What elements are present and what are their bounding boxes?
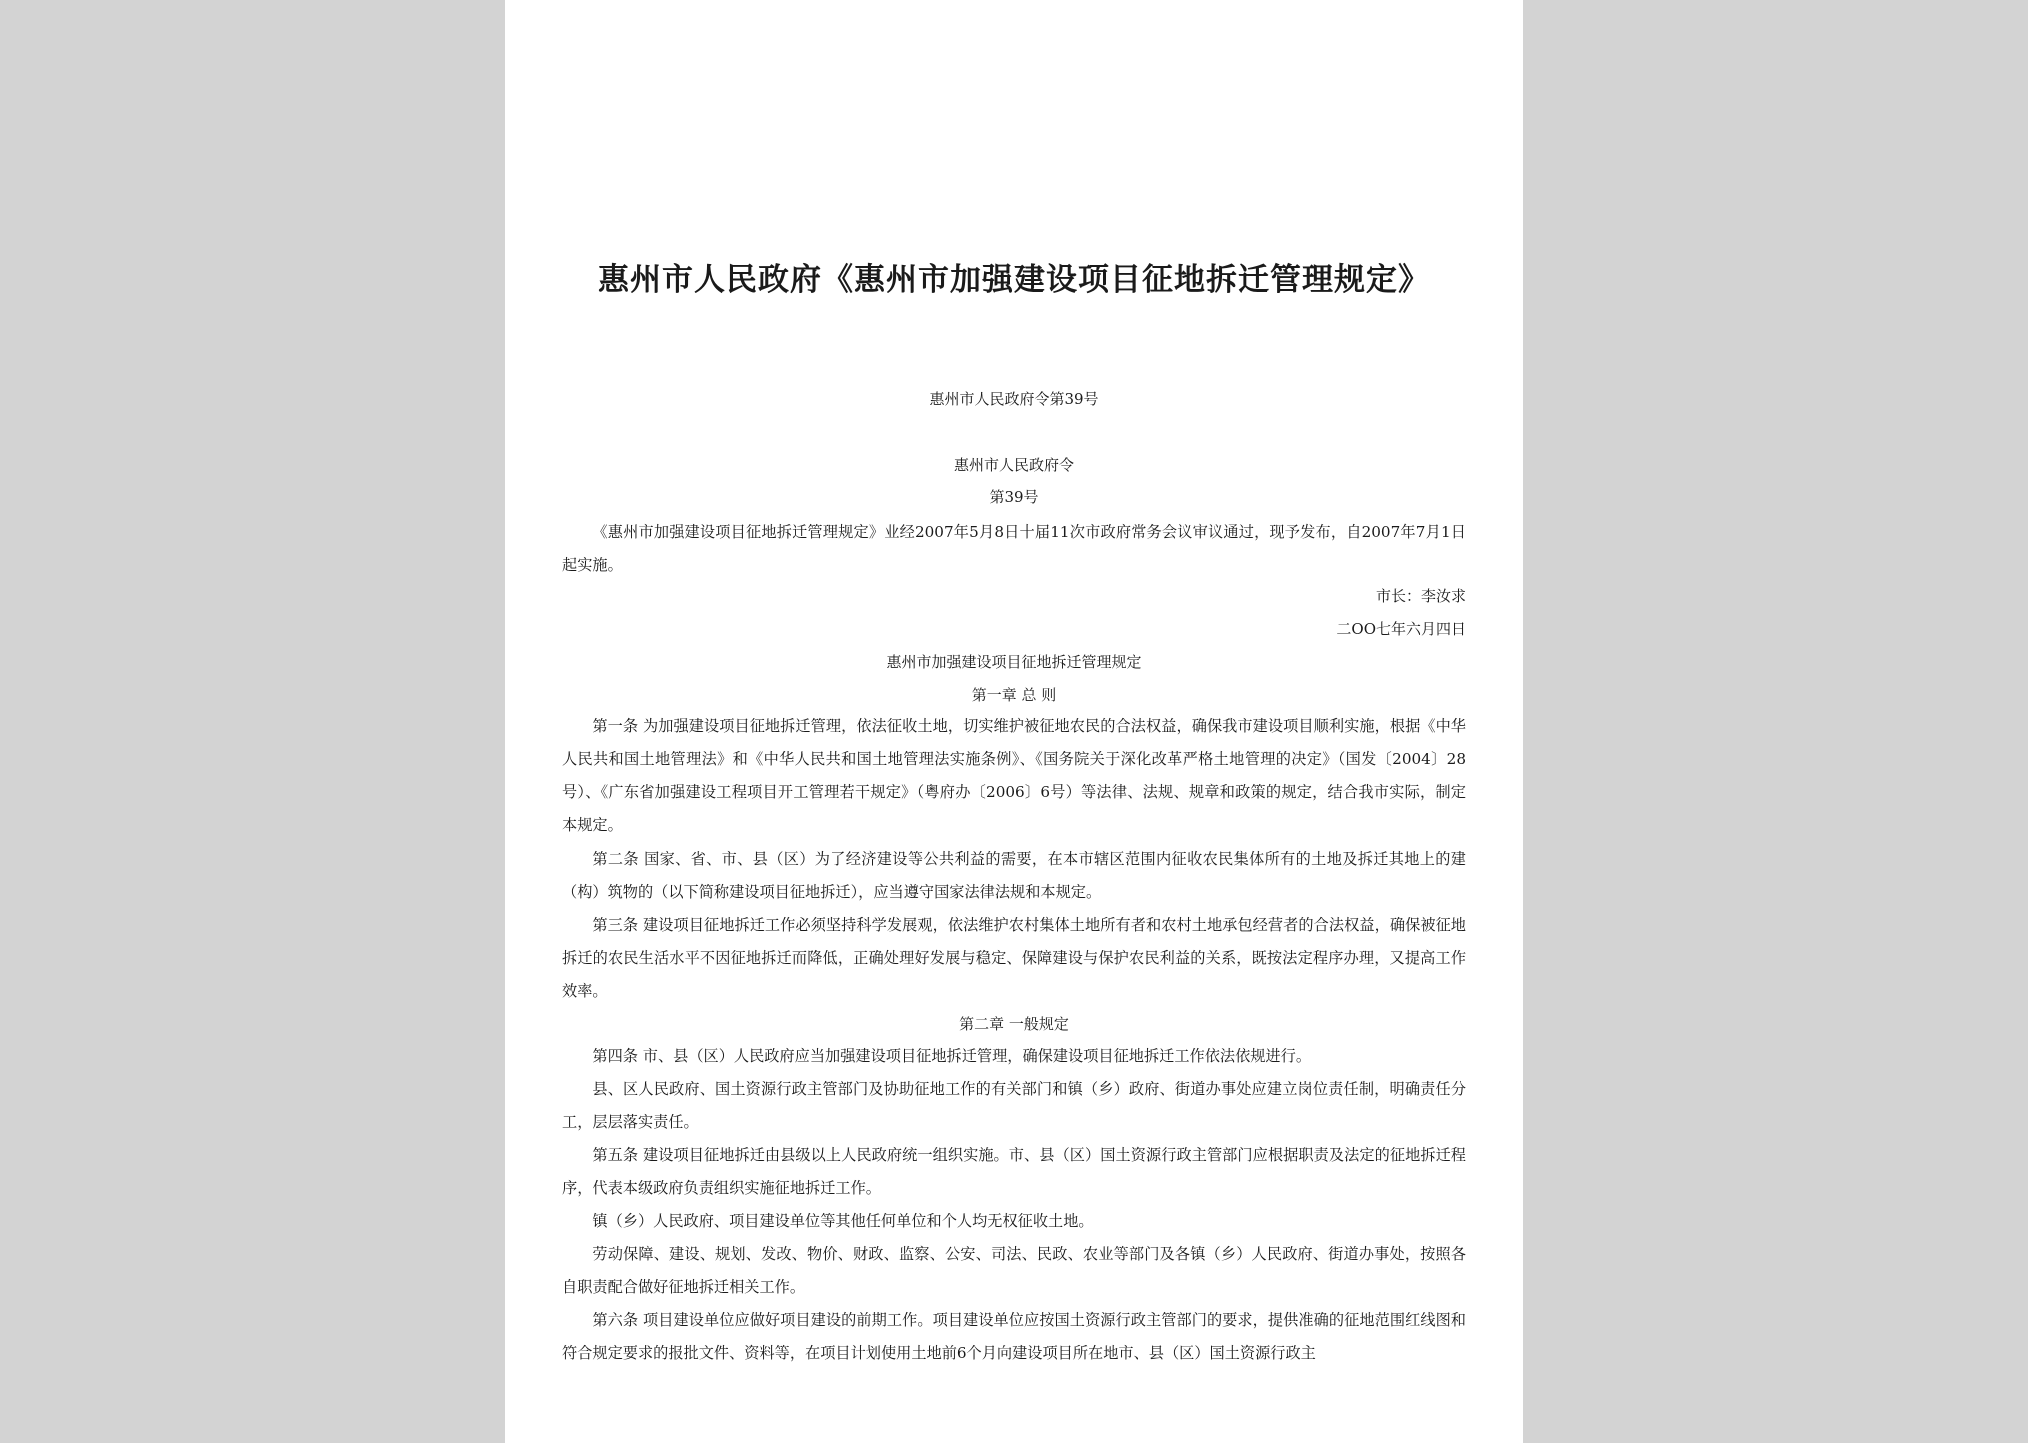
article-paragraph: 第二条 国家、省、市、县（区）为了经济建设等公共利益的需要，在本市辖区范围内征收农民集体所有的土地及拆迁其地上的建（构）筑物的（以下简称建设项目征地拆迁），应当遵守国家法律法规和本规定。 <box>562 850 1466 901</box>
article-paragraph: 第四条 市、县（区）人民政府应当加强建设项目征地拆迁管理，确保建设项目征地拆迁工作依法依规进行。 <box>592 1047 1312 1065</box>
chapter-heading: 第二章 一般规定 <box>959 1015 1069 1033</box>
chapter-heading: 第一章 总 则 <box>971 686 1057 704</box>
article-paragraph: 镇（乡）人民政府、项目建设单位等其他任何单位和个人均无权征收土地。 <box>592 1212 1094 1230</box>
article-paragraph: 县、区人民政府、国土资源行政主管部门及协助征地工作的有关部门和镇（乡）政府、街道办事处应建立岗位责任制，明确责任分工，层层落实责任。 <box>562 1080 1466 1131</box>
article-paragraph: 第三条 建设项目征地拆迁工作必须坚持科学发展观，依法维护农村集体土地所有者和农村土地承包经营者的合法权益，确保被征地拆迁的农民生活水平不因征地拆迁而降低，正确处理好发展与稳定、保障建设与保护农民利益的关系，既按法定程序办理，又提高工作效率。 <box>562 916 1466 1000</box>
issue-date: 二OO七年六月四日 <box>1336 620 1466 638</box>
article-paragraph: 第六条 项目建设单位应做好项目建设的前期工作。项目建设单位应按国土资源行政主管部门的要求，提供准确的征地范围红线图和符合规定要求的报批文件、资料等，在项目计划使用土地前6个月向建设项目所在地市、县（区）国土资源行政主 <box>562 1311 1466 1362</box>
order-reference: 惠州市人民政府令第39号 <box>929 390 1099 408</box>
mayor-signature: 市长：李汝求 <box>1375 587 1466 605</box>
article-paragraph: 第五条 建设项目征地拆迁由县级以上人民政府统一组织实施。市、县（区）国土资源行政主管部门应根据职责及法定的征地拆迁程序，代表本级政府负责组织实施征地拆迁工作。 <box>562 1146 1466 1197</box>
regulation-title: 惠州市加强建设项目征地拆迁管理规定 <box>886 653 1142 671</box>
promulgation-paragraph: 《惠州市加强建设项目征地拆迁管理规定》业经2007年5月8日十届11次市政府常务会议审议通过，现予发布，自2007年7月1日起实施。 <box>562 523 1466 574</box>
order-issuer: 惠州市人民政府令 <box>953 456 1074 474</box>
document-title: 惠州市人民政府《惠州市加强建设项目征地拆迁管理规定》 <box>598 262 1430 298</box>
article-paragraph: 第一条 为加强建设项目征地拆迁管理，依法征收土地，切实维护被征地农民的合法权益，确保我市建设项目顺利实施，根据《中华人民共和国土地管理法》和《中华人民共和国土地管理法实施条例》、《国务院关于深化改革严格土地管理的决定》（国发〔2004〕28号）、《广东省加强建设工程项目开工管理若干规定》（粤府办〔2006〕6号）等法律、法规、规章和政策的规定，结合我市实际，制定本规定。 <box>562 717 1466 834</box>
article-paragraph: 劳动保障、建设、规划、发改、物价、财政、监察、公安、司法、民政、农业等部门及各镇（乡）人民政府、街道办事处，按照各自职责配合做好征地拆迁相关工作。 <box>562 1245 1466 1296</box>
document-page <box>505 0 1523 1443</box>
order-number: 第39号 <box>989 488 1039 506</box>
